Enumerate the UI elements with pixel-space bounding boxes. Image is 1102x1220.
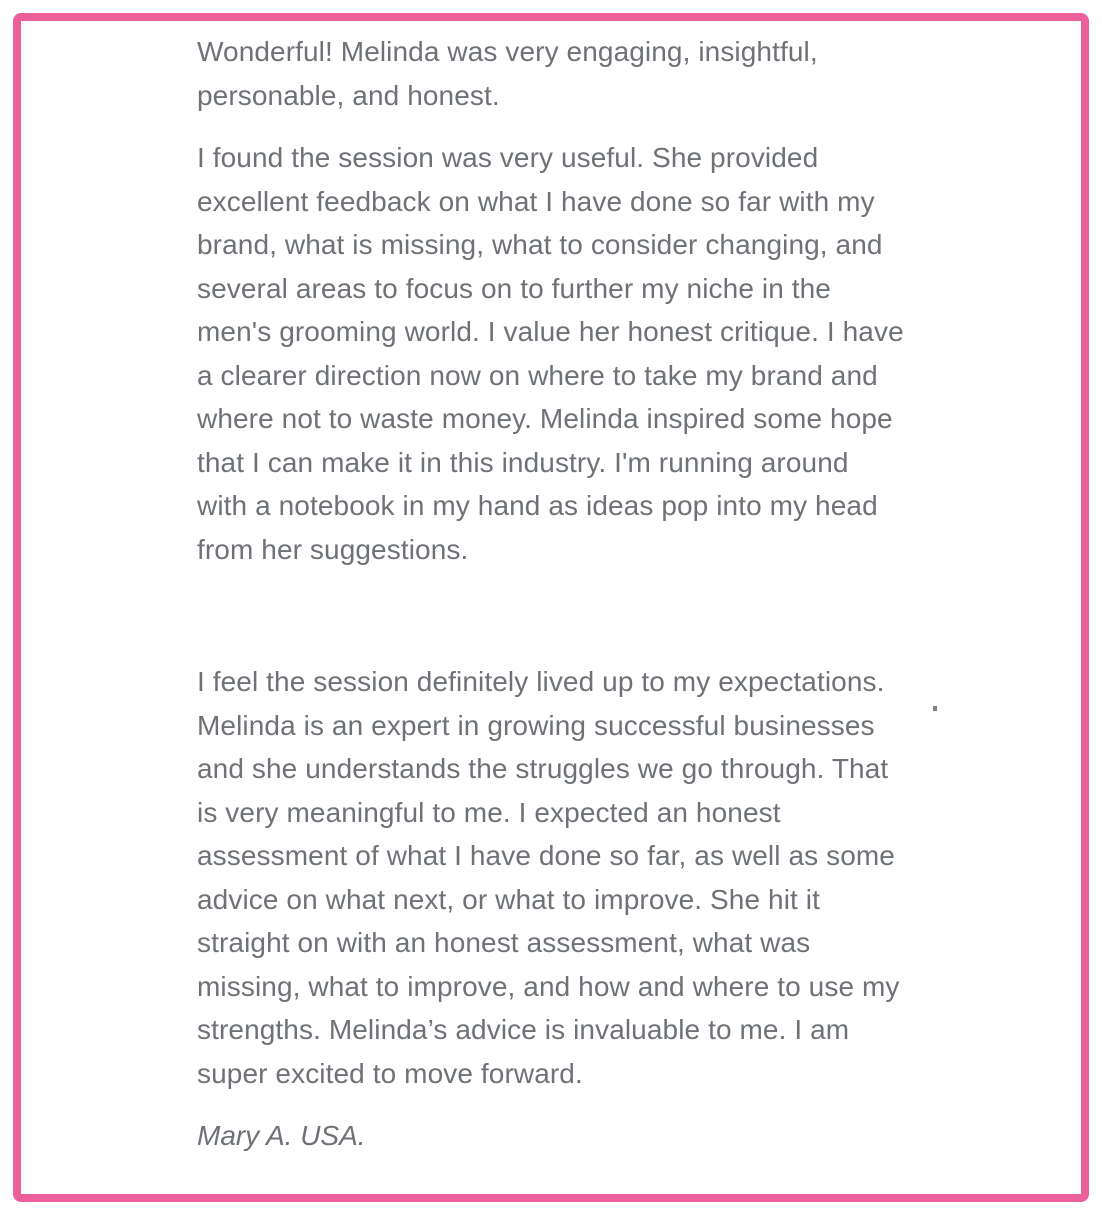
testimonial-card [13,13,1089,1202]
testimonial-signature: Mary A. USA. [197,1120,366,1151]
testimonial-content [21,21,1081,1158]
testimonial-paragraph-2: I found the session was very useful. She provided excellent feedback on what I have done so far with my brand, what is missing, what to consider changing, and several areas to focus on to further my niche in the men's grooming world. I value her honest critique. I have a clearer direction now on where to take my brand and where not to waste money. Melinda inspired some hope that I can make it in this industry. I'm running around with a notebook in my hand as ideas pop into my head from her suggestions. [197,142,904,565]
tiny-artifact-dot [933,706,937,711]
empty-paragraph-spacer [197,590,905,641]
testimonial-paragraph-3: I feel the session definitely lived up to my expectations. Melinda is an expert in growing successful businesses and she understands the struggles we go through. That is very meaningful to me. I expected an honest assessment of what I have done so far, as well as some advice on what next, or what to improve. She hit it straight on with an honest assessment, what was missing, what to improve, and how and where to use my strengths. Melinda’s advice is invaluable to me. I am super excited to move forward. [197,666,900,1089]
testimonial-paragraph-1: Wonderful! Melinda was very engaging, insightful, personable, and honest. [197,36,818,111]
